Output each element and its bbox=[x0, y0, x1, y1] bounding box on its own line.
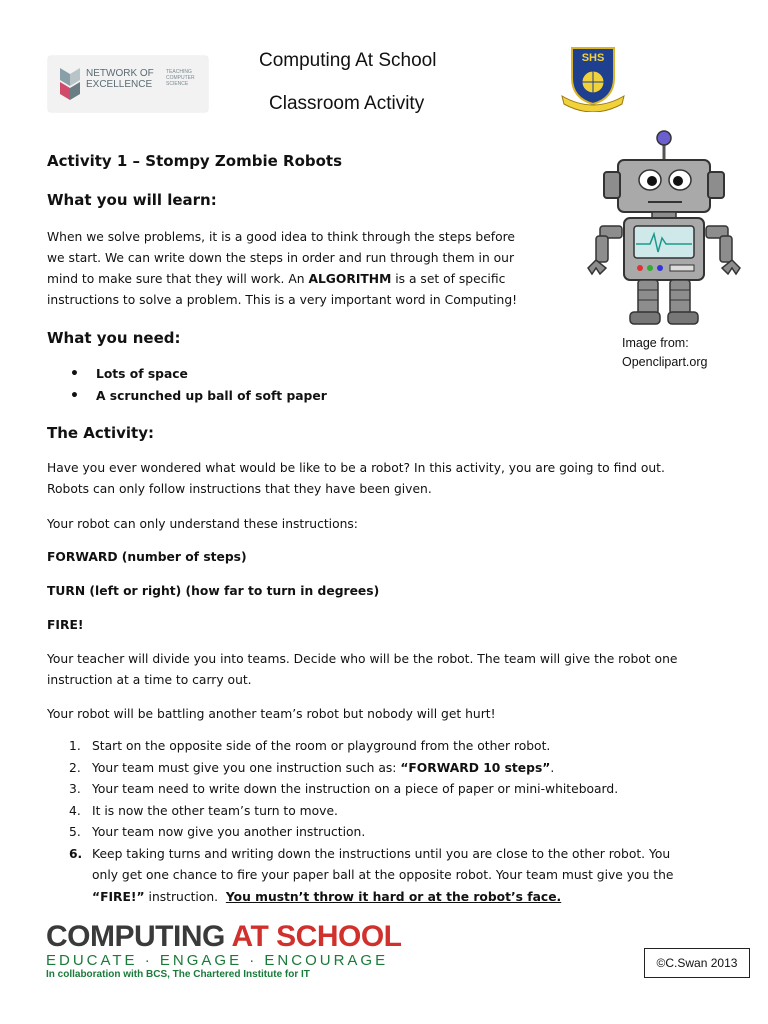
image-credit-line-2: Openclipart.org bbox=[622, 355, 708, 369]
battle-paragraph: Your robot will be battling another team’s robot but nobody will get hurt! bbox=[47, 707, 496, 721]
algorithm-keyword: ALGORITHM bbox=[308, 272, 392, 286]
list-item: • Lots of space bbox=[70, 363, 327, 385]
noe-logo-small-text: TEACHING COMPUTER SCIENCE bbox=[166, 69, 195, 87]
need-list bbox=[70, 363, 327, 407]
learn-heading: What you will learn: bbox=[47, 191, 217, 209]
list-item: 4. It is now the other team’s turn to move. bbox=[69, 803, 338, 818]
activity-heading: The Activity: bbox=[47, 424, 154, 442]
header-subtitle: Classroom Activity bbox=[269, 93, 425, 114]
activity-intro-line-1: Have you ever wondered what would be like to be a robot? In this activity, you are going to find out. bbox=[47, 461, 665, 475]
teams-line-2: instruction at a time to carry out. bbox=[47, 673, 252, 687]
list-item: 1. Start on the opposite side of the room or playground from the other robot. bbox=[69, 739, 551, 753]
command-fire: FIRE! bbox=[47, 618, 84, 632]
safety-warning: You mustn’t throw it hard or at the robot’s face. bbox=[225, 889, 562, 904]
learn-line-2: we start. We can write down the steps in order and run through them in our bbox=[47, 251, 515, 265]
activity-title: Activity 1 – Stompy Zombie Robots bbox=[47, 152, 343, 170]
noe-logo-main-text: NETWORK OF EXCELLENCE bbox=[86, 68, 154, 90]
computing-at-school-logo bbox=[46, 922, 401, 980]
activity-intro bbox=[47, 458, 747, 500]
steps-list bbox=[47, 736, 747, 908]
cas-logo-collab: In collaboration with BCS, The Chartered Institute for IT bbox=[46, 969, 310, 980]
teams-line-1: Your teacher will divide you into teams. Decide who will be the robot. The team will give the robot one bbox=[47, 652, 678, 666]
teams-paragraph bbox=[47, 649, 747, 691]
command-turn: TURN (left or right) (how far to turn in degrees) bbox=[47, 584, 380, 598]
svg-text:SHS: SHS bbox=[581, 52, 605, 64]
header-title: Computing At School bbox=[259, 50, 437, 71]
network-of-excellence-logo bbox=[48, 56, 208, 112]
list-item: 6. Keep taking turns and writing down the instructions until you are close to the other robot. You only get one chance to fire your paper ball at the opposite robot. Your team must give you the “FIRE!” instruction. You mustn’t throw it hard or at the robot’s face. bbox=[69, 846, 674, 904]
copyright-box: ©C.Swan 2013 bbox=[644, 948, 750, 978]
command-forward: FORWARD (number of steps) bbox=[47, 550, 247, 564]
cas-logo-title: COMPUTING AT SCHOOL bbox=[46, 920, 402, 953]
instructions-intro: Your robot can only understand these instructions: bbox=[47, 517, 358, 531]
image-credit-line-1: Image from: bbox=[622, 336, 689, 350]
list-item: 3. Your team need to write down the instruction on a piece of paper or mini-whiteboard. bbox=[69, 782, 619, 796]
learn-line-4: instructions to solve a problem. This is a very important word in Computing! bbox=[47, 293, 518, 307]
learn-line-3: mind to make sure that they will work. An ALGORITHM is a set of specific bbox=[47, 272, 506, 286]
cas-logo-tagline: EDUCATE · ENGAGE · ENCOURAGE bbox=[46, 952, 389, 969]
learn-paragraph bbox=[47, 227, 567, 311]
school-crest-icon bbox=[558, 42, 628, 112]
learn-line-1: When we solve problems, it is a good idea to think through the steps before bbox=[47, 230, 515, 244]
robot-illustration bbox=[578, 128, 750, 328]
list-item: • A scrunched up ball of soft paper bbox=[70, 385, 327, 407]
image-credit bbox=[622, 334, 707, 372]
activity-intro-line-2: Robots can only follow instructions that they have been given. bbox=[47, 482, 432, 496]
list-item: 5. Your team now give you another instruction. bbox=[69, 825, 366, 839]
noe-logo-mark bbox=[58, 64, 84, 104]
need-heading: What you need: bbox=[47, 329, 181, 347]
list-item: 2. Your team must give you one instruction such as: “FORWARD 10 steps”. bbox=[69, 760, 555, 775]
